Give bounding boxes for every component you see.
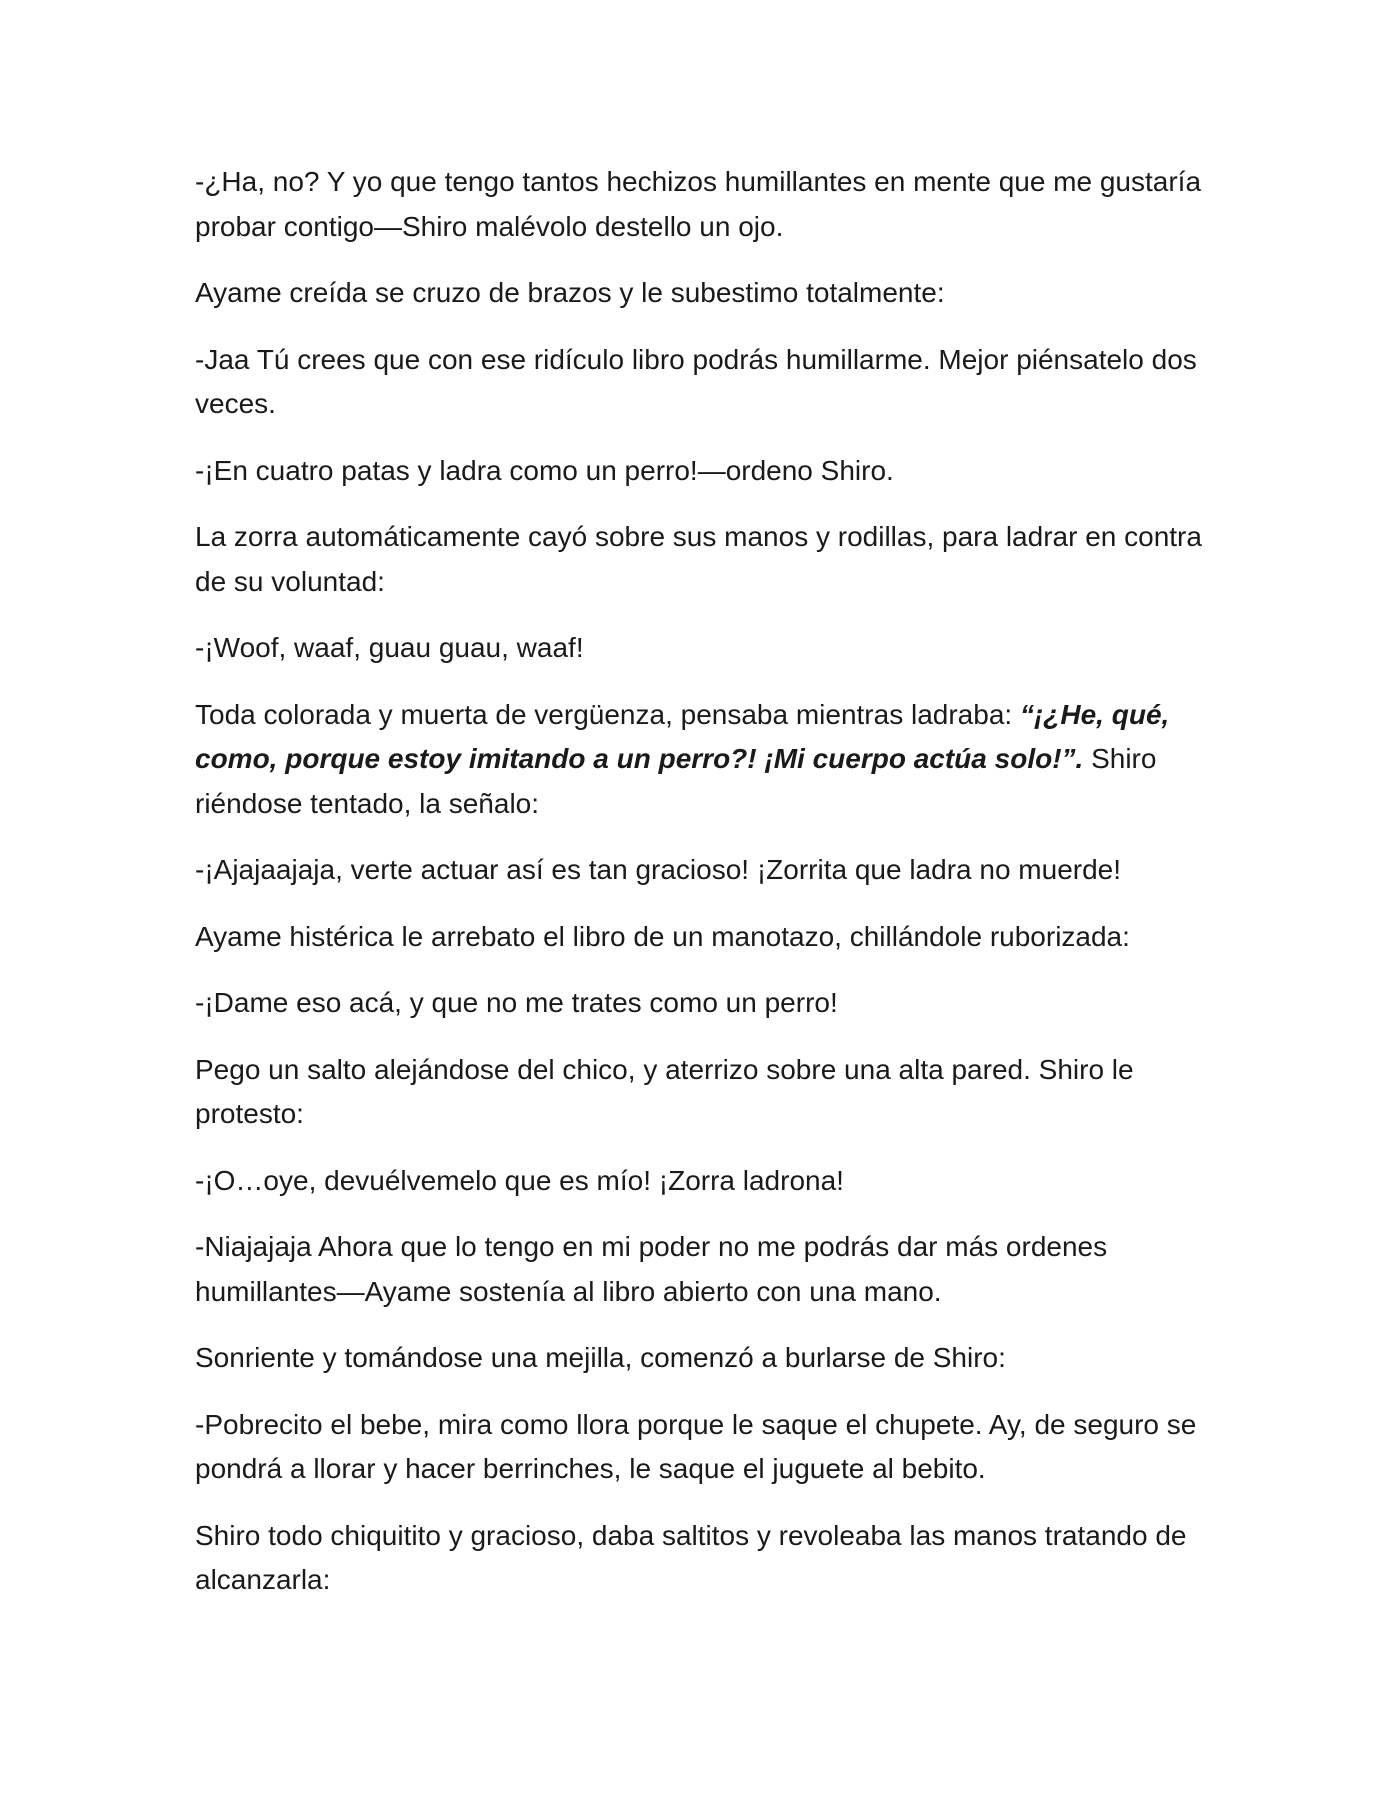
paragraph [195, 1159, 1205, 1204]
paragraph [195, 160, 1205, 249]
paragraph [195, 338, 1205, 427]
paragraph-text: Shiro riéndose tentado, la señalo: [195, 743, 1157, 819]
paragraph-text: Toda colorada y muerta de vergüenza, pensaba mientras ladraba: [195, 698, 1020, 730]
paragraph [195, 515, 1205, 604]
paragraph-text: Ayame creída se cruzo de brazos y le subestimo totalmente: [195, 277, 945, 308]
paragraph [195, 1336, 1205, 1381]
paragraph-text: Pego un salto alejándose del chico, y aterrizo sobre una alta pared. Shiro le protesto: [195, 1053, 1134, 1129]
paragraph [195, 981, 1205, 1026]
paragraph-text: Ayame histérica le arrebato el libro de un manotazo, chillándole ruborizada: [195, 920, 1130, 952]
paragraph [195, 271, 1205, 316]
paragraph-text: -¡Dame eso acá, y que no me trates como un perro! [195, 987, 838, 1018]
paragraph [195, 915, 1205, 960]
paragraph [195, 1514, 1205, 1603]
paragraph [195, 1225, 1205, 1314]
paragraph [195, 449, 1205, 494]
paragraph-text: Shiro todo chiquitito y gracioso, daba saltitos y revoleaba las manos tratando de alcanzarla: [195, 1519, 1187, 1595]
paragraph [195, 626, 1205, 671]
paragraph-text: -¡En cuatro patas y ladra como un perro!—ordeno Shiro. [195, 454, 894, 486]
paragraph [195, 1403, 1205, 1492]
document-page [195, 160, 1205, 1625]
paragraph-text: La zorra automáticamente cayó sobre sus manos y rodillas, para ladrar en contra de su voluntad: [195, 521, 1202, 597]
paragraph-text: -Jaa Tú crees que con ese ridículo libro podrás humillarme. Mejor piénsatelo dos veces. [195, 343, 1197, 419]
paragraph [195, 848, 1205, 893]
paragraph-text: -¡Ajajaajaja, verte actuar así es tan gracioso! ¡Zorrita que ladra no muerde! [195, 854, 1122, 885]
paragraph-text: -¡O…oye, devuélvemelo que es mío! ¡Zorra ladrona! [195, 1164, 844, 1196]
paragraph-text: -Niajajaja Ahora que lo tengo en mi poder no me podrás dar más ordenes humillantes—Ayame sostenía al libro abierto con una mano. [195, 1231, 1108, 1307]
paragraph-text: -Pobrecito el bebe, mira como llora porque le saque el chupete. Ay, de seguro se pondrá a llorar y hacer berrinches, le saque el juguete al bebito. [195, 1408, 1197, 1484]
paragraph-text: -¿Ha, no? Y yo que tengo tantos hechizos humillantes en mente que me gustaría probar contigo—Shiro malévolo destello un ojo. [195, 166, 1202, 242]
paragraph-text: Sonriente y tomándose una mejilla, comenzó a burlarse de Shiro: [195, 1342, 1006, 1373]
paragraph-text: -¡Woof, waaf, guau guau, waaf! [195, 632, 584, 663]
paragraph [195, 1048, 1205, 1137]
italic-thought-text: “¡¿He, qué, como, porque estoy imitando a un perro?! ¡Mi cuerpo actúa solo!”. [195, 698, 1170, 774]
paragraph [195, 693, 1205, 827]
